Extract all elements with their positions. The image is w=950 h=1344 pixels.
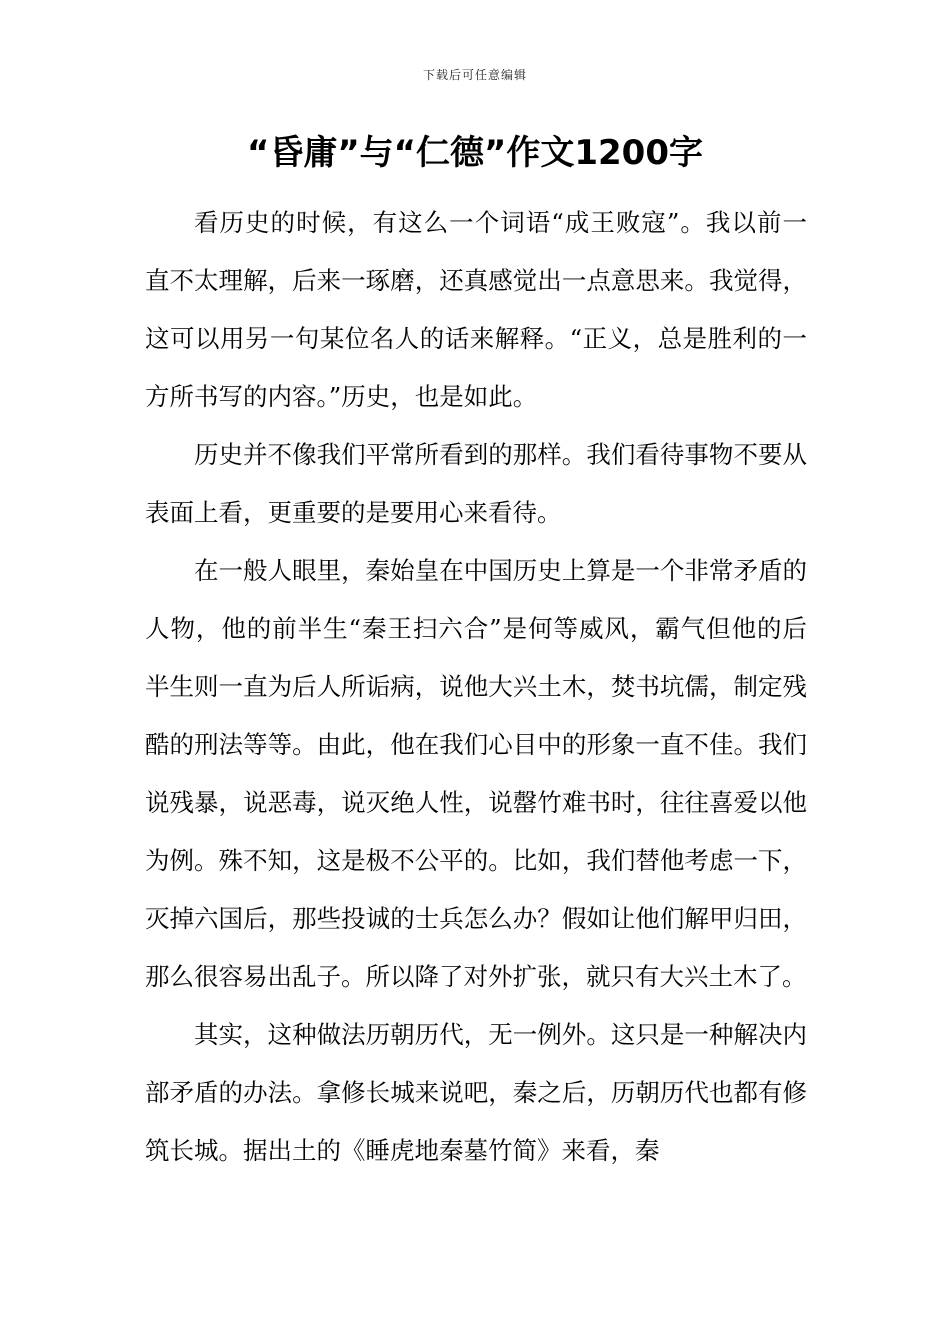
paragraph-4: 其实，这种做法历朝历代，无一例外。这只是一种解决内部矛盾的办法。拿修长城来说吧，秦之后，历朝历代也都有修筑长城。据出土的《睡虎地秦墓竹简》来看，秦 — [145, 1020, 807, 1165]
header-note: 下载后可任意编辑 — [422, 68, 527, 82]
document-title: “昏庸”与“仁德”作文1200字 — [246, 133, 703, 173]
paragraph-2: 历史并不像我们平常所看到的那样。我们看待事物不要从表面上看，更重要的是要用心来看待。 — [145, 440, 807, 527]
document-body — [145, 194, 807, 1180]
paragraph-3: 在一般人眼里，秦始皇在中国历史上算是一个非常矛盾的人物，他的前半生“秦王扫六合”是何等威风，霸气但他的后半生则一直为后人所诟病，说他大兴土木，焚书坑儒，制定残酷的刑法等等。由此，他在我们心目中的形象一直不佳。我们说残暴，说恶毒，说灭绝人性，说罄竹难书时，往往喜爱以他为例。殊不知，这是极不公平的。比如，我们替他考虑一下，灭掉六国后，那些投诚的士兵怎么办？假如让他们解甲归田，那么很容易出乱子。所以降了对外扩张，就只有大兴土木了。 — [145, 556, 807, 991]
paragraph-1: 看历史的时候，有这么一个词语“成王败寇”。我以前一直不太理解，后来一琢磨，还真感觉出一点意思来。我觉得，这可以用另一句某位名人的话来解释。“正义，总是胜利的一方所书写的内容。”历史，也是如此。 — [145, 208, 807, 411]
